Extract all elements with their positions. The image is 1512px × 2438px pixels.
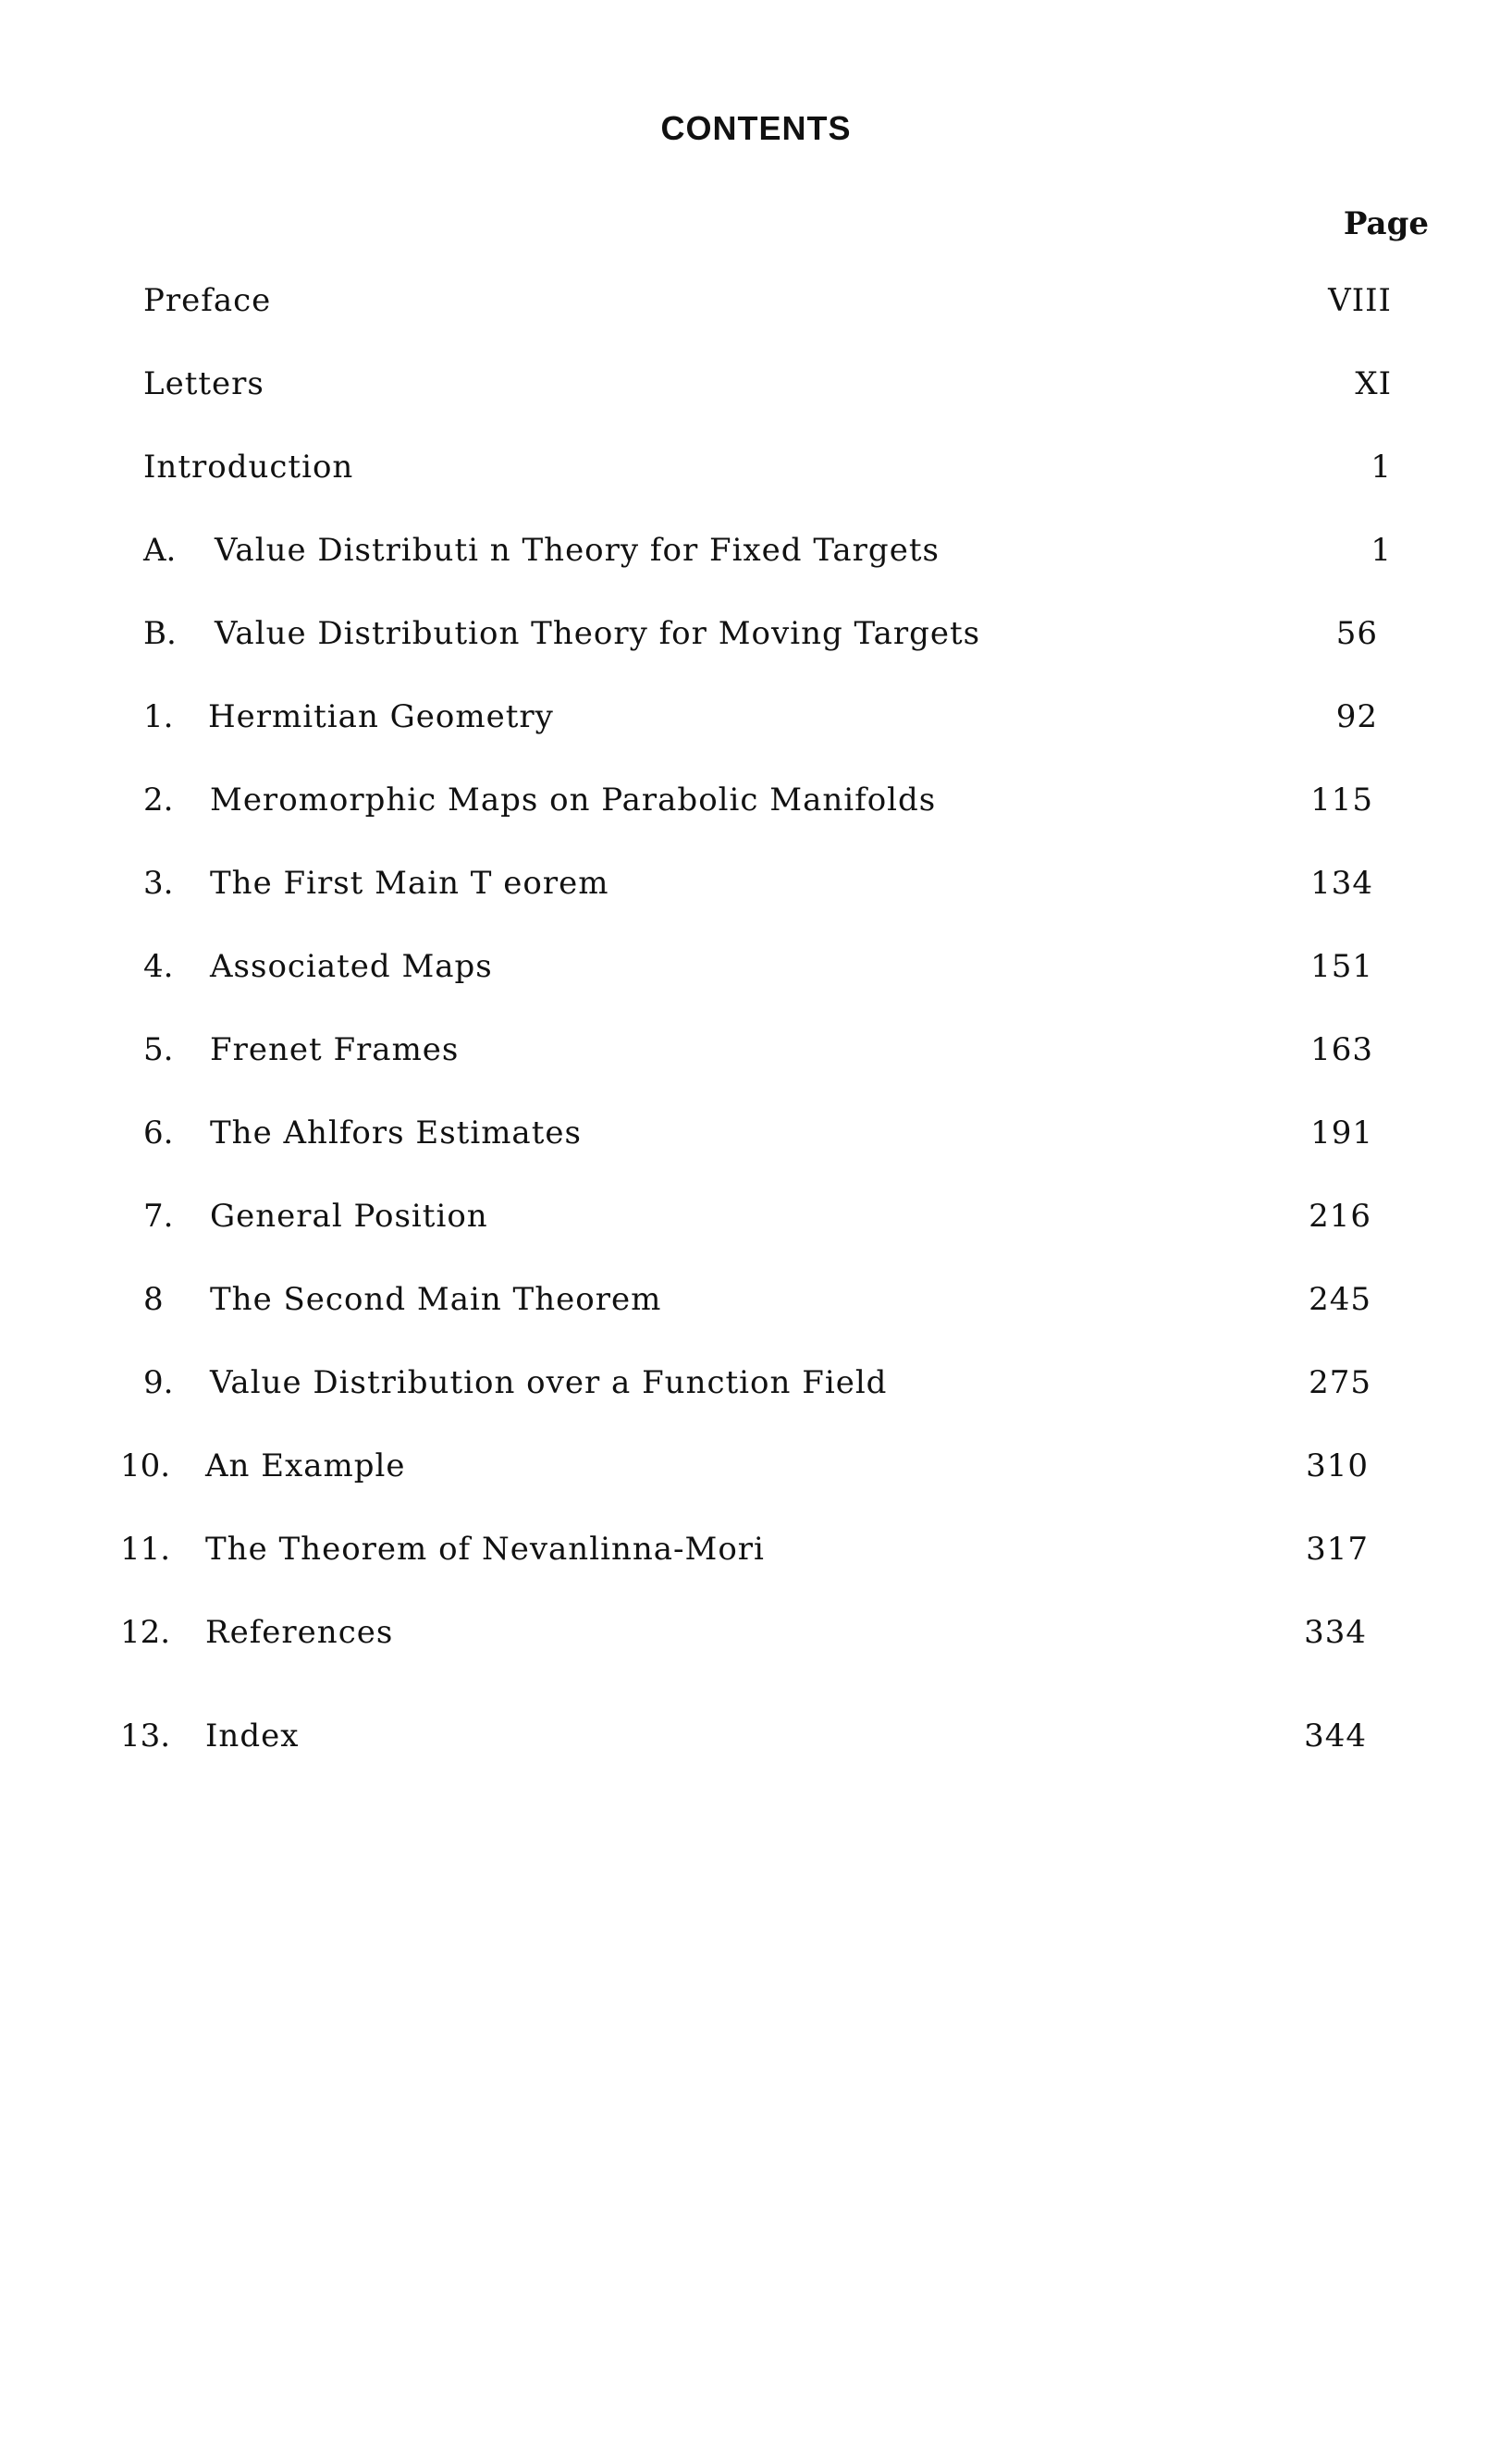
page-title: CONTENTS: [660, 109, 852, 147]
toc-entry-number: 1.: [143, 698, 174, 735]
toc-entry-11[interactable]: [0, 1526, 1512, 1572]
toc-entry-title: Meromorphic Maps on Parabolic Manifolds: [210, 782, 937, 819]
toc-entry-page: 216: [1309, 1198, 1371, 1235]
toc-entry-title: Value Distribution over a Function Field: [210, 1364, 888, 1401]
toc-entry-a[interactable]: [0, 527, 1512, 573]
toc-entry-preface[interactable]: [0, 277, 1512, 324]
toc-entry-title: References: [205, 1614, 394, 1651]
toc-entry-number: 4.: [143, 948, 174, 985]
toc-entry-number: 13.: [120, 1718, 171, 1755]
toc-entry-number: 11.: [120, 1531, 171, 1568]
toc-entry-title: Value Distribution Theory for Moving Targets: [215, 615, 981, 652]
toc-entry-number: 6.: [143, 1114, 174, 1151]
toc-entry-page: XI: [1355, 365, 1392, 402]
toc-entry-number: 12.: [120, 1614, 171, 1651]
toc-entry-b[interactable]: [0, 610, 1512, 657]
toc-entry-page: 275: [1309, 1364, 1371, 1401]
toc-entry-page: 317: [1306, 1531, 1369, 1568]
toc-entry-page: 151: [1310, 948, 1373, 985]
toc-entry-12[interactable]: [0, 1609, 1512, 1656]
toc-entry-page: 92: [1335, 698, 1378, 735]
toc-entry-title: The Theorem of Nevanlinna-Mori: [205, 1531, 765, 1568]
toc-entry-number: 9.: [143, 1364, 174, 1401]
toc-entry-13[interactable]: [0, 1713, 1512, 1759]
toc-entry-page: 191: [1310, 1114, 1373, 1151]
toc-entry-7[interactable]: [0, 1193, 1512, 1239]
toc-entry-letters[interactable]: [0, 361, 1512, 407]
toc-entry-8[interactable]: [0, 1276, 1512, 1323]
toc-entry-page: VIII: [1328, 282, 1392, 319]
toc-entry-6[interactable]: [0, 1110, 1512, 1156]
toc-entry-page: 334: [1304, 1614, 1367, 1651]
toc-entry-title: An Example: [205, 1447, 406, 1484]
toc-entry-page: 115: [1310, 782, 1373, 819]
toc-entry-number: B.: [143, 615, 177, 652]
toc-entry-number: 2.: [143, 782, 174, 819]
toc-entry-introduction[interactable]: [0, 444, 1512, 490]
toc-entry-title: Preface: [143, 282, 272, 319]
toc-entry-9[interactable]: [0, 1360, 1512, 1406]
toc-entry-3[interactable]: [0, 860, 1512, 906]
toc-entry-2[interactable]: [0, 777, 1512, 823]
toc-entry-page: 1: [1371, 449, 1392, 486]
toc-entry-5[interactable]: [0, 1027, 1512, 1073]
toc-entry-title: The Ahlfors Estimates: [210, 1114, 582, 1151]
toc-entry-number: 8: [143, 1281, 164, 1318]
toc-entry-title: Introduction: [143, 449, 354, 486]
toc-entry-number: A.: [143, 532, 177, 569]
toc-entry-title: Frenet Frames: [210, 1031, 460, 1068]
toc-entry-title: General Position: [210, 1198, 488, 1235]
toc-entry-title: The First Main T eorem: [210, 865, 609, 902]
toc-entry-page: 163: [1310, 1031, 1373, 1068]
toc-entry-page: 56: [1335, 615, 1378, 652]
toc-entry-4[interactable]: [0, 943, 1512, 990]
toc-entry-title: Hermitian Geometry: [208, 698, 554, 735]
toc-entry-number: 7.: [143, 1198, 174, 1235]
toc-entry-page: 1: [1371, 532, 1392, 569]
toc-entry-page: 344: [1304, 1718, 1367, 1755]
toc-entry-page: 310: [1306, 1447, 1369, 1484]
toc-entry-title: Associated Maps: [210, 948, 493, 985]
toc-entry-10[interactable]: [0, 1443, 1512, 1489]
toc-entry-1[interactable]: [0, 694, 1512, 740]
toc-entry-number: 3.: [143, 865, 174, 902]
toc-entry-title: Value Distributi n Theory for Fixed Targets: [215, 532, 940, 569]
toc-entry-page: 245: [1309, 1281, 1371, 1318]
page-column-header: Page: [1343, 205, 1429, 242]
toc-entry-number: 10.: [120, 1447, 171, 1484]
toc-entry-title: Letters: [143, 365, 264, 402]
toc-entry-title: Index: [205, 1718, 300, 1755]
toc-entry-title: The Second Main Theorem: [210, 1281, 662, 1318]
toc-entry-page: 134: [1310, 865, 1373, 902]
toc-entry-number: 5.: [143, 1031, 174, 1068]
